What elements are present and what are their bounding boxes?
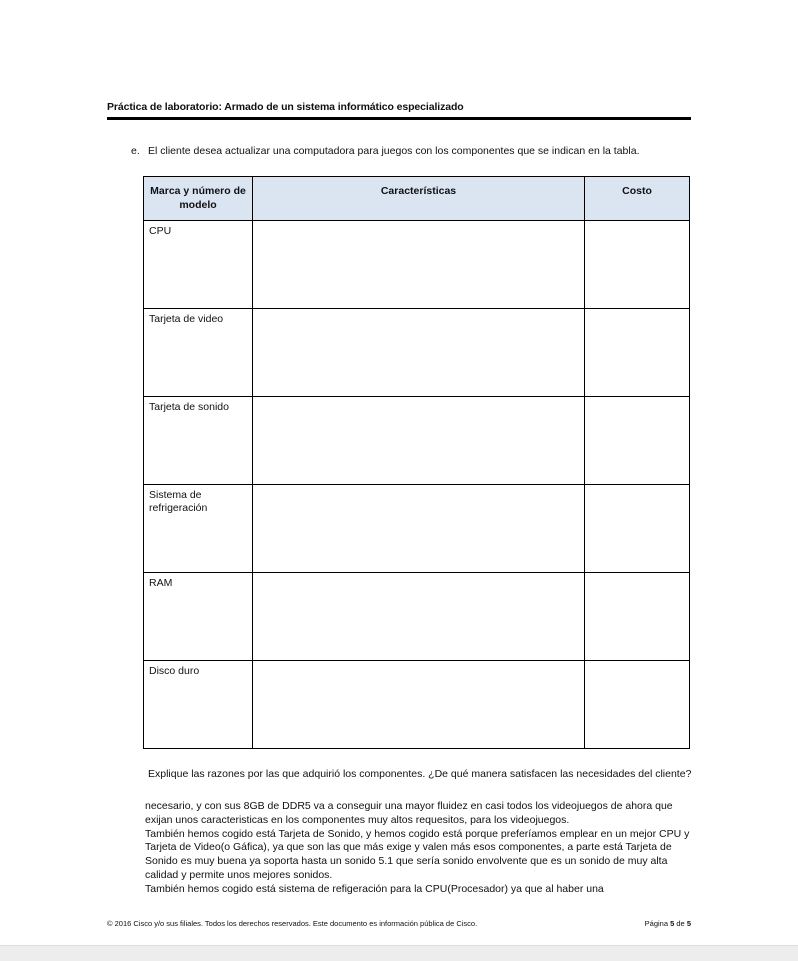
component-cell: Tarjeta de sonido — [144, 397, 253, 485]
components-table — [143, 176, 690, 749]
page-of: de — [676, 919, 685, 928]
answer-paragraph: También hemos cogido está Tarjeta de Sonido, y hemos cogido está porque preferíamos emplear en un mejor CPU y Tarjeta de Video(o Gáfica), ya que son las que más exige y valen más esos componentes, a parte está Tarjeta de Sonido es muy buena ya soporta hasta un sonido 5.1 que sería sonido envolvente que es un sonido de muy alta calidad y permite unos mejores sonidos. — [145, 827, 690, 881]
answer-paragraph: necesario, y con sus 8GB de DDR5 va a conseguir una mayor fluidez en casi todos los videojuegos de ahora que exijan unos caracteristicas en los componentes muy altos requesitos, para los videojuegos. — [145, 800, 673, 826]
features-cell — [253, 485, 585, 573]
component-cell: Sistema de refrigeración — [144, 485, 253, 573]
cost-cell — [585, 309, 690, 397]
header-rule — [107, 117, 691, 120]
features-cell — [253, 661, 585, 749]
page-current: 5 — [670, 919, 675, 928]
column-header-cost: Costo — [585, 177, 690, 221]
features-cell — [253, 573, 585, 661]
page-number — [645, 919, 691, 928]
item-instruction: El cliente desea actualizar una computadora para juegos con los componentes que se indican en la tabla. — [148, 145, 640, 157]
page-label: Página — [644, 919, 669, 928]
features-cell — [253, 221, 585, 309]
column-header-model: Marca y número de modelo — [144, 177, 253, 221]
item-letter: e. — [131, 145, 140, 157]
table-row — [144, 309, 690, 397]
footer-copyright: © 2016 Cisco y/o sus filiales. Todos los derechos reservados. Este documento es información pública de Cisco. — [107, 919, 478, 928]
column-header-features: Características — [253, 177, 585, 221]
component-cell: Tarjeta de video — [144, 309, 253, 397]
page-total: 5 — [686, 919, 691, 928]
features-cell — [253, 309, 585, 397]
question-text: Explique las razones por las que adquirió los componentes. ¿De qué manera satisfacen las necesidades del cliente? — [148, 768, 692, 780]
component-cell: RAM — [144, 573, 253, 661]
table-row — [144, 397, 690, 485]
table-header-row — [144, 177, 690, 221]
table-row — [144, 485, 690, 573]
cost-cell — [585, 485, 690, 573]
viewer-bottom-bar — [0, 945, 798, 961]
cost-cell — [585, 573, 690, 661]
cost-cell — [585, 661, 690, 749]
table-row — [144, 661, 690, 749]
answer-paragraph: También hemos cogido está sistema de refigeración para la CPU(Procesador) ya que al haber una — [145, 882, 604, 895]
features-cell — [253, 397, 585, 485]
cost-cell — [585, 397, 690, 485]
component-cell: CPU — [144, 221, 253, 309]
header-title: Práctica de laboratorio: Armado de un sistema informático especializado — [107, 101, 464, 113]
cost-cell — [585, 221, 690, 309]
table-row — [144, 573, 690, 661]
answer-text-area — [145, 800, 693, 901]
component-cell: Disco duro — [144, 661, 253, 749]
table-row — [144, 221, 690, 309]
